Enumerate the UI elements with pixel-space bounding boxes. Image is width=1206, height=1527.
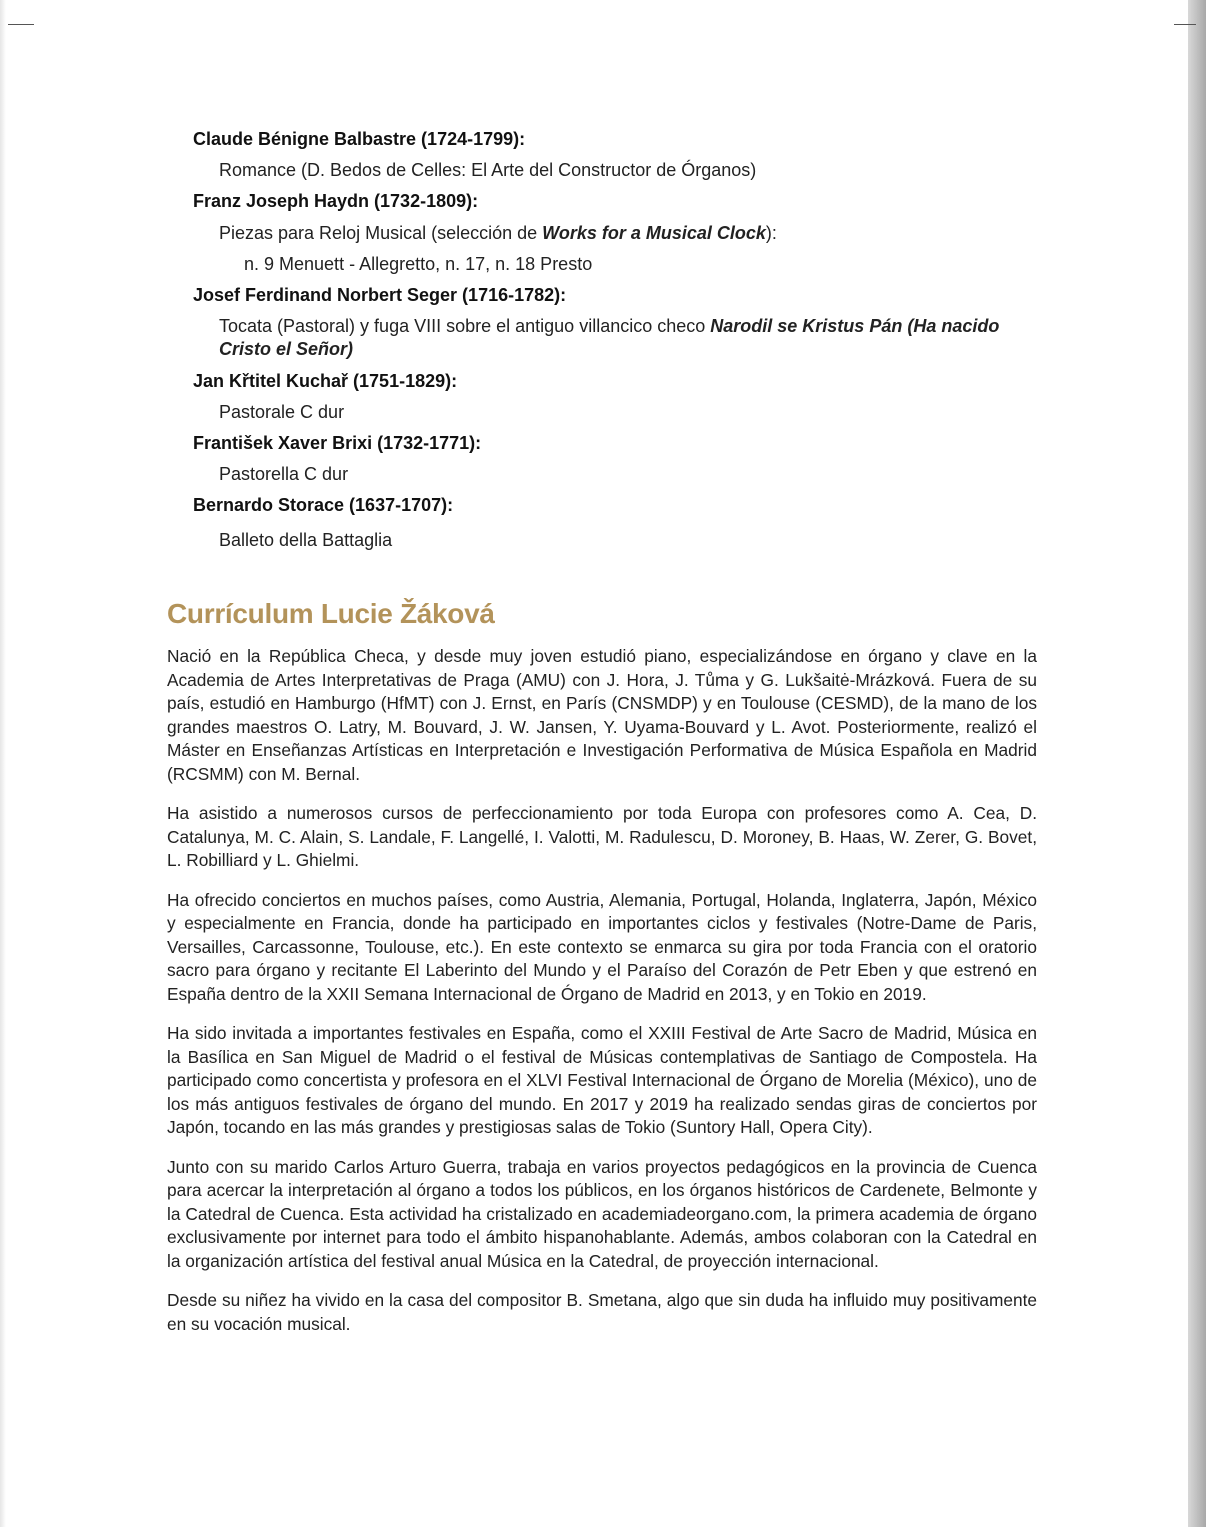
- concert-program: [193, 128, 1053, 552]
- composer-storace: Bernardo Storace (1637-1707):: [193, 495, 454, 515]
- cv-paragraph-3: Ha ofrecido conciertos en muchos países, como Austria, Alemania, Portugal, Holanda, Inglaterra, Japón, México y especialmente en Francia, donde ha participado en importantes ciclos y festivales (Notre-Dame de Paris, Versailles, Carcassonne, Toulouse, etc.). En este contexto se enmarca su gira por toda Francia con el oratorio sacro para órgano y recitante El Laberinto del Mundo y el Paraíso del Corazón de Petr Eben y que estrenó en España dentro de la XXII Semana Internacional de Órgano de Madrid en 2013, y en Tokio en 2019.: [167, 889, 1037, 1004]
- work-musical-clock-pre: Piezas para Reloj Musical (selección de: [219, 223, 543, 243]
- cv-paragraph-4: Ha sido invitada a importantes festivales en España, como el XXIII Festival de Arte Sacro de Madrid, Música en la Basílica en San Miguel de Madrid o el festival de Músicas contemplativas de Santiago de Compostela. Ha participado como concertista y profesora en el XLVI Festival Internacional de Órgano de Morelia (México), uno de los más antiguos festivales de órgano del mundo. En 2017 y 2019 ha realizado sendas giras de conciertos por Japón, tocando en las más grandes y prestigiosas salas de Tokio (Suntory Hall, Opera City).: [167, 1023, 1037, 1137]
- work-tocata-title: Narodil se Kristus Pán (Ha nacido Cristo el Señor): [219, 316, 1000, 359]
- cv-heading: Currículum Lucie Žáková: [167, 598, 495, 629]
- page-right-edge: [1188, 0, 1206, 1527]
- work-pastorella: Pastorella C dur: [219, 464, 349, 484]
- work-romance: Romance (D. Bedos de Celles: El Arte del Constructor de Órganos): [219, 160, 757, 180]
- cv-paragraph-2: Ha asistido a numerosos cursos de perfeccionamiento por toda Europa con profesores como A. Cea, D. Catalunya, M. C. Alain, S. Landale, F. Langellé, I. Valotti, M. Radulescu, D. Moroney, B. Haas, W. Zerer, G. Bovet, L. Robilliard y L. Ghielmi.: [167, 803, 1037, 870]
- cv-paragraph-1: Nació en la República Checa, y desde muy joven estudió piano, especializándose en órgano y clave en la Academia de Artes Interpretativas de Praga (AMU) con J. Hora, J. Tůma y G. Lukšaitė-Mrázková. Fuera de su país, estudió en Hamburgo (HfMT) con J. Ernst, en París (CNSMDP) y en Toulouse (CESMD), de la mano de los grandes maestros O. Latry, M. Bouvard, J. W. Jansen, Y. Uyama-Bouvard y L. Avot. Posteriormente, realizó el Máster en Enseñanzas Artísticas en Interpretación e Investigación Performativa de Música Española en Madrid (RCSMM) con M. Bernal.: [167, 646, 1037, 784]
- work-pastorale: Pastorale C dur: [219, 402, 345, 422]
- work-musical-clock-post: ):: [765, 223, 777, 243]
- work-balleto: Balleto della Battaglia: [219, 530, 393, 550]
- cv-body: [167, 645, 1037, 1352]
- work-musical-clock-title: Works for a Musical Clock: [542, 223, 766, 243]
- work-tocata-pastoral: [219, 315, 1029, 361]
- composer-balbastre: Claude Bénigne Balbastre (1724-1799):: [193, 129, 526, 149]
- crop-mark-left: [8, 24, 34, 25]
- work-musical-clock-pieces: n. 9 Menuett - Allegretto, n. 17, n. 18 Presto: [244, 254, 593, 274]
- composer-brixi: František Xaver Brixi (1732-1771):: [193, 433, 482, 453]
- composer-haydn: Franz Joseph Haydn (1732-1809):: [193, 191, 479, 211]
- cv-paragraph-6: Desde su niñez ha vivido en la casa del compositor B. Smetana, algo que sin duda ha influido muy positivamente en su vocación musical.: [167, 1290, 1037, 1334]
- crop-mark-right: [1174, 24, 1196, 25]
- page-left-edge: [0, 0, 6, 1527]
- cv-paragraph-5: Junto con su marido Carlos Arturo Guerra, trabaja en varios proyectos pedagógicos en la provincia de Cuenca para acercar la interpretación al órgano a todos los públicos, en los órganos históricos de Cardenete, Belmonte y la Catedral de Cuenca. Esta actividad ha cristalizado en academiadeorgano.com, la primera academia de órgano exclusivamente por internet para todo el ámbito hispanohablante. Además, ambos colaboran con la Catedral en la organización artística del festival anual Música en la Catedral, de proyección internacional.: [167, 1156, 1037, 1271]
- composer-kuchar: Jan Křtitel Kuchař (1751-1829):: [193, 371, 458, 391]
- composer-seger: Josef Ferdinand Norbert Seger (1716-1782):: [193, 285, 567, 305]
- work-tocata-pre: Tocata (Pastoral) y fuga VIII sobre el antiguo villancico checo: [219, 316, 711, 336]
- work-musical-clock: [219, 222, 1053, 245]
